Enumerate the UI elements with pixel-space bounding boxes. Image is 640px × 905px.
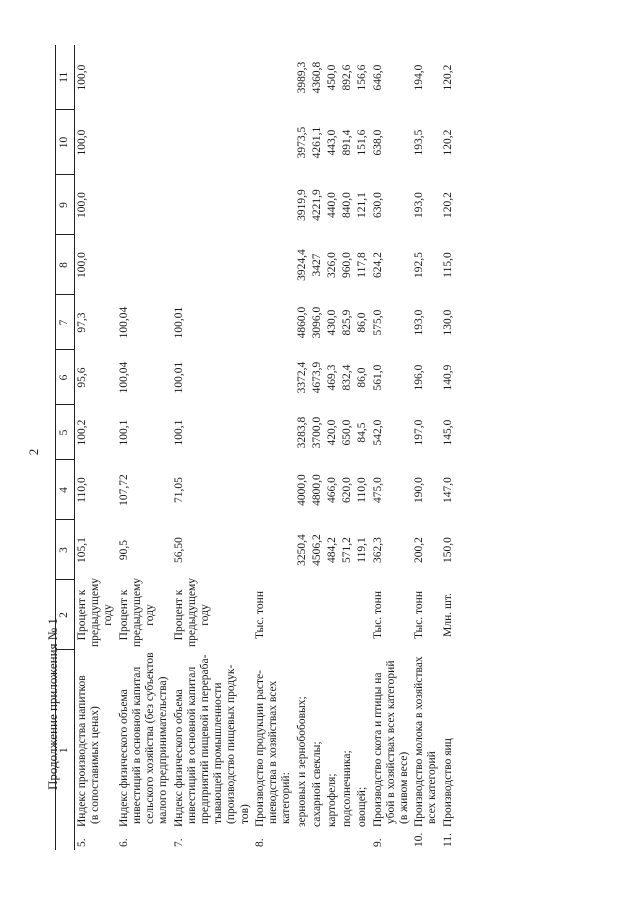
value-cell [117, 45, 172, 110]
value-cell: 100,0 [76, 64, 88, 91]
value-cell: 638,0 [371, 129, 384, 156]
value-cell [253, 235, 295, 295]
value-cell: 100,04 [117, 306, 130, 339]
unit-label: году [144, 604, 157, 626]
unit-label: предыдущему [130, 577, 143, 647]
value-cell [253, 110, 295, 175]
indicator-label: зерновых и зернобобовых; [295, 696, 308, 827]
unit-label: году [102, 604, 115, 626]
value-cell: 326,0 [325, 252, 338, 278]
indicator-cell [310, 650, 325, 850]
unit-label: предыдущему [185, 577, 198, 647]
value-cell: 4800,0 [310, 474, 323, 506]
value-cell [172, 110, 253, 175]
row-number: 8. [253, 838, 266, 847]
indicator-cell [253, 650, 295, 850]
value-cell: 624,2 [371, 252, 384, 278]
value-cell: 542,0 [371, 419, 384, 446]
value-cell: 90,5 [117, 539, 130, 561]
value-cell: 190,0 [413, 477, 426, 503]
indicator-label: Индекс физического объема [117, 689, 130, 827]
value-cell: 4860,0 [295, 306, 308, 339]
row-number: 6. [117, 838, 130, 847]
value-cell: 120,2 [441, 192, 454, 218]
value-cell: 960,0 [341, 252, 354, 278]
unit-cell [253, 580, 295, 650]
indicator-label: картофеля; [325, 773, 338, 827]
value-cell: 147,0 [441, 477, 454, 503]
indicator-label: (в живом весе) [398, 751, 411, 824]
column-header: 3 [56, 520, 75, 580]
unit-cell [355, 580, 370, 650]
value-cell: 892,6 [341, 64, 354, 91]
value-cell: 119,1 [356, 537, 369, 563]
value-cell: 97,3 [76, 312, 88, 333]
row-number: 7. [172, 838, 185, 847]
value-cell: 194,0 [413, 64, 426, 91]
table-row [253, 45, 295, 850]
value-cell: 840,0 [341, 192, 354, 218]
value-cell: 832,4 [341, 364, 354, 391]
unit-cell [371, 580, 413, 650]
value-cell [172, 235, 253, 295]
column-header: 9 [56, 175, 75, 235]
value-cell: 891,4 [341, 129, 354, 156]
value-cell: 3096,0 [310, 306, 323, 339]
value-cell: 443,0 [325, 129, 338, 156]
value-cell: 105,1 [76, 537, 88, 563]
unit-label: Тыс. тонн [413, 591, 426, 639]
table-row [310, 45, 325, 850]
value-cell: 193,5 [413, 129, 426, 156]
value-cell: 56,50 [172, 537, 185, 563]
indicator-cell [117, 650, 172, 850]
value-cell: 3372,4 [295, 361, 308, 394]
value-cell: 825,9 [341, 309, 354, 336]
value-cell: 466,0 [325, 477, 338, 503]
unit-cell [172, 577, 253, 650]
value-cell: 121,1 [356, 192, 369, 218]
column-header: 11 [56, 45, 75, 110]
indicator-cell [371, 650, 413, 850]
value-cell [253, 350, 295, 405]
unit-cell [441, 580, 456, 650]
indicator-label: сахарной свеклы; [310, 741, 323, 827]
value-cell: 469,3 [325, 364, 338, 391]
value-cell: 120,2 [441, 64, 454, 91]
unit-label: Процент к [117, 589, 130, 641]
value-cell [253, 45, 295, 110]
value-cell: 192,5 [413, 252, 426, 278]
value-cell: 571,2 [341, 537, 354, 563]
unit-cell [75, 577, 117, 650]
value-cell: 450,0 [325, 64, 338, 91]
indicator-label: категорий: [280, 772, 293, 824]
value-cell: 3924,4 [295, 249, 308, 281]
value-cell: 86,0 [356, 367, 369, 388]
value-cell [253, 405, 295, 460]
value-cell: 120,2 [441, 129, 454, 156]
value-cell: 4221,9 [310, 189, 323, 221]
value-cell [117, 235, 172, 295]
value-cell: 630,0 [371, 192, 384, 218]
indicator-label: Индекс физического объема [172, 689, 185, 827]
value-cell: 150,0 [441, 537, 454, 563]
value-cell [253, 295, 295, 350]
table-row [325, 45, 340, 850]
value-cell: 107,72 [117, 474, 130, 506]
unit-cell [310, 580, 325, 650]
value-cell: 4673,9 [310, 361, 323, 394]
indicator-cell [295, 650, 310, 850]
value-cell: 100,2 [76, 419, 88, 446]
unit-label: Процент к [76, 589, 88, 641]
indicators-table [55, 45, 456, 850]
value-cell: 3427 [310, 253, 323, 277]
value-cell: 4261,1 [310, 126, 323, 159]
value-cell: 84,5 [356, 422, 369, 443]
value-cell: 362,3 [371, 537, 384, 563]
value-cell: 100,1 [172, 419, 185, 446]
value-cell: 3283,8 [295, 416, 308, 449]
value-cell: 420,0 [325, 419, 338, 446]
indicator-cell [340, 650, 355, 850]
value-cell [253, 520, 295, 580]
value-cell: 3250,4 [295, 534, 308, 566]
value-cell: 4506,2 [310, 534, 323, 566]
indicator-label: Производство продукции расте- [253, 670, 266, 827]
value-cell: 100,04 [117, 361, 130, 394]
table-row [75, 45, 117, 850]
indicator-label: Производство яиц [441, 738, 454, 827]
page-number: 2 [26, 448, 41, 456]
value-cell: 646,0 [371, 64, 384, 91]
unit-label: году [198, 604, 211, 626]
value-cell: 475,0 [371, 477, 384, 503]
rotated-page-content [55, 45, 525, 850]
value-cell: 100,0 [76, 252, 88, 278]
unit-label: Тыс. тонн [253, 591, 266, 639]
column-header: 2 [56, 580, 75, 650]
table-row [412, 45, 440, 850]
unit-cell [295, 580, 310, 650]
value-cell: 100,0 [76, 192, 88, 218]
indicator-label: ниеводства в хозяйствах всех [267, 680, 280, 824]
unit-label: Тыс. тонн [371, 591, 384, 639]
unit-cell [325, 580, 340, 650]
value-cell: 3989,3 [295, 61, 308, 94]
value-cell: 86,0 [356, 312, 369, 333]
indicator-cell [75, 650, 117, 850]
unit-cell [412, 580, 440, 650]
column-header: 8 [56, 235, 75, 295]
value-cell [117, 110, 172, 175]
table-row [295, 45, 310, 850]
value-cell: 575,0 [371, 309, 384, 336]
value-cell: 3700,0 [310, 416, 323, 449]
indicator-cell [355, 650, 370, 850]
indicator-label: тывающей промышленности [212, 682, 225, 824]
row-number: 11. [441, 833, 454, 847]
value-cell: 196,0 [413, 364, 426, 391]
value-cell: 4000,0 [295, 474, 308, 506]
table-row [371, 45, 413, 850]
column-header: 7 [56, 295, 75, 350]
value-cell: 115,0 [441, 252, 454, 278]
value-cell: 620,0 [341, 477, 354, 503]
value-cell: 151,6 [356, 129, 369, 156]
column-header: 1 [56, 650, 75, 850]
appendix-caption: Продолжение приложения № 1 [45, 618, 60, 790]
value-cell: 117,8 [356, 252, 369, 278]
column-header: 10 [56, 110, 75, 175]
column-header: 5 [56, 405, 75, 460]
table-row [441, 45, 456, 850]
value-cell: 193,0 [413, 192, 426, 218]
value-cell: 484,2 [325, 537, 338, 563]
indicator-label: убой в хозяйствах всех категорий [384, 660, 397, 824]
table-row [355, 45, 370, 850]
value-cell: 561,0 [371, 364, 384, 391]
column-header: 4 [56, 460, 75, 520]
unit-cell [340, 580, 355, 650]
indicator-label: (производство пищевых продук- [225, 664, 238, 824]
value-cell [172, 175, 253, 235]
table-header-row [56, 45, 75, 850]
row-number: 5. [76, 838, 88, 847]
indicator-label: малого предпринимательства) [157, 676, 170, 824]
table-row [172, 45, 253, 850]
value-cell: 71,05 [172, 477, 185, 503]
table-body [75, 45, 456, 850]
value-cell [253, 175, 295, 235]
indicator-label: Производство скота и птицы на [371, 672, 384, 827]
value-cell: 156,6 [356, 64, 369, 91]
value-cell: 193,0 [413, 309, 426, 336]
row-number: 10. [413, 832, 426, 847]
indicator-label: овощей; [356, 786, 369, 827]
value-cell: 130,0 [441, 309, 454, 336]
indicator-cell [441, 650, 456, 850]
column-header: 6 [56, 350, 75, 405]
value-cell: 650,0 [341, 419, 354, 446]
value-cell: 4360,8 [310, 61, 323, 94]
table-row [340, 45, 355, 850]
indicator-label: инвестиций в основной капитал [130, 666, 143, 824]
indicator-label: всех категорий [426, 751, 439, 824]
unit-cell [117, 577, 172, 650]
value-cell: 95,6 [76, 367, 88, 388]
indicator-cell [325, 650, 340, 850]
value-cell: 110,0 [76, 477, 88, 503]
unit-label: Процент к [172, 589, 185, 641]
unit-label: предыдущему [89, 577, 102, 647]
value-cell: 100,01 [172, 361, 185, 394]
value-cell: 3919,9 [295, 189, 308, 221]
value-cell: 100,1 [117, 419, 130, 446]
value-cell: 3973,5 [295, 126, 308, 159]
value-cell: 145,0 [441, 419, 454, 446]
value-cell: 110,0 [356, 477, 369, 503]
indicator-label: Производство молока в хозяйствах [413, 656, 426, 827]
value-cell: 140,9 [441, 364, 454, 391]
indicator-cell [412, 650, 440, 850]
value-cell [253, 460, 295, 520]
value-cell: 430,0 [325, 309, 338, 336]
unit-label: Млн. шт. [441, 593, 454, 637]
indicator-label: подсолнечника; [341, 750, 354, 827]
value-cell: 440,0 [325, 192, 338, 218]
value-cell: 200,2 [413, 537, 426, 563]
row-number: 9. [371, 838, 384, 847]
value-cell: 197,0 [413, 419, 426, 446]
indicator-label: (в сопоставимых ценах) [89, 706, 102, 824]
value-cell: 100,01 [172, 306, 185, 339]
value-cell [172, 45, 253, 110]
indicator-label: тов) [238, 804, 251, 824]
indicator-label: предприятий пищевой и перераба- [198, 654, 211, 824]
value-cell [117, 175, 172, 235]
indicator-label: Индекс производства напитков [76, 675, 88, 827]
indicator-label: инвестиций в основной капитал [185, 666, 198, 824]
table-row [117, 45, 172, 850]
indicator-label: сельского хозяйства (без субъектов [144, 652, 157, 824]
indicator-cell [172, 650, 253, 850]
value-cell: 100,0 [76, 129, 88, 156]
